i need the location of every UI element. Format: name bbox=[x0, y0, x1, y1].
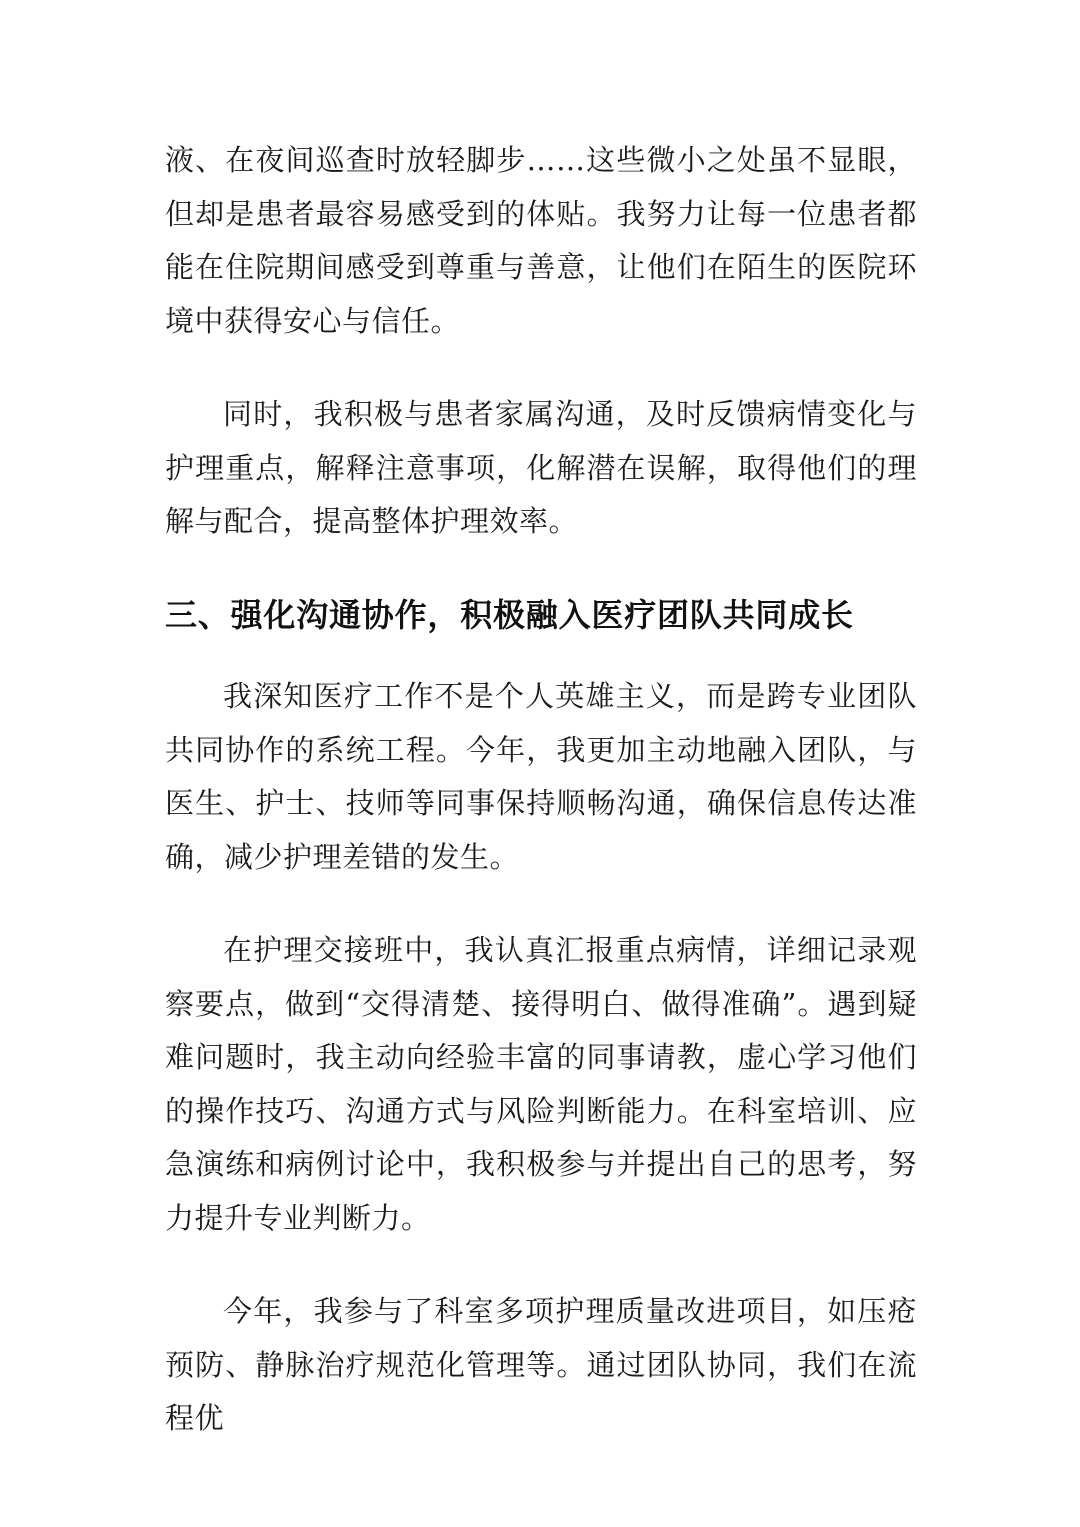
paragraph-spacer bbox=[165, 884, 917, 924]
paragraph-handover: 在护理交接班中，我认真汇报重点病情，详细记录观察要点，做到“交得清楚、接得明白、做得准确”。遇到疑难问题时，我主动向经验丰富的同事请教，虚心学习他们的操作技巧、沟通方式与风险判断能力。在科室培训、应急演练和病例讨论中，我积极参与并提出自己的思考，努力提升专业判断力。 bbox=[165, 933, 917, 1235]
paragraph-spacer bbox=[165, 549, 917, 589]
paragraph-spacer bbox=[165, 642, 917, 670]
paragraph-teamwork: 我深知医疗工作不是个人英雄主义，而是跨专业团队共同协作的系统工程。今年，我更加主动地融入团队，与医生、护士、技师等同事保持顺畅沟通，确保信息传达准确，减少护理差错的发生。 bbox=[165, 679, 917, 874]
paragraph-continuation: 液、在夜间巡查时放轻脚步……这些微小之处虽不显眼，但却是患者最容易感受到的体贴。我努力让每一位患者都能在住院期间感受到尊重与善意，让他们在陌生的医院环境中获得安心与信任。 bbox=[165, 143, 917, 338]
paragraph-spacer bbox=[165, 1245, 917, 1285]
paragraph-spacer bbox=[165, 348, 917, 388]
paragraph-family-communication: 同时，我积极与患者家属沟通，及时反馈病情变化与护理重点，解释注意事项，化解潜在误解，取得他们的理解与配合，提高整体护理效率。 bbox=[165, 397, 917, 538]
paragraph-quality-improvement: 今年，我参与了科室多项护理质量改进项目，如压疮预防、静脉治疗规范化管理等。通过团队协同，我们在流程优 bbox=[165, 1294, 917, 1435]
section-heading-three: 三、强化沟通协作，积极融入医疗团队共同成长 bbox=[165, 595, 854, 634]
document-body bbox=[165, 134, 917, 1446]
